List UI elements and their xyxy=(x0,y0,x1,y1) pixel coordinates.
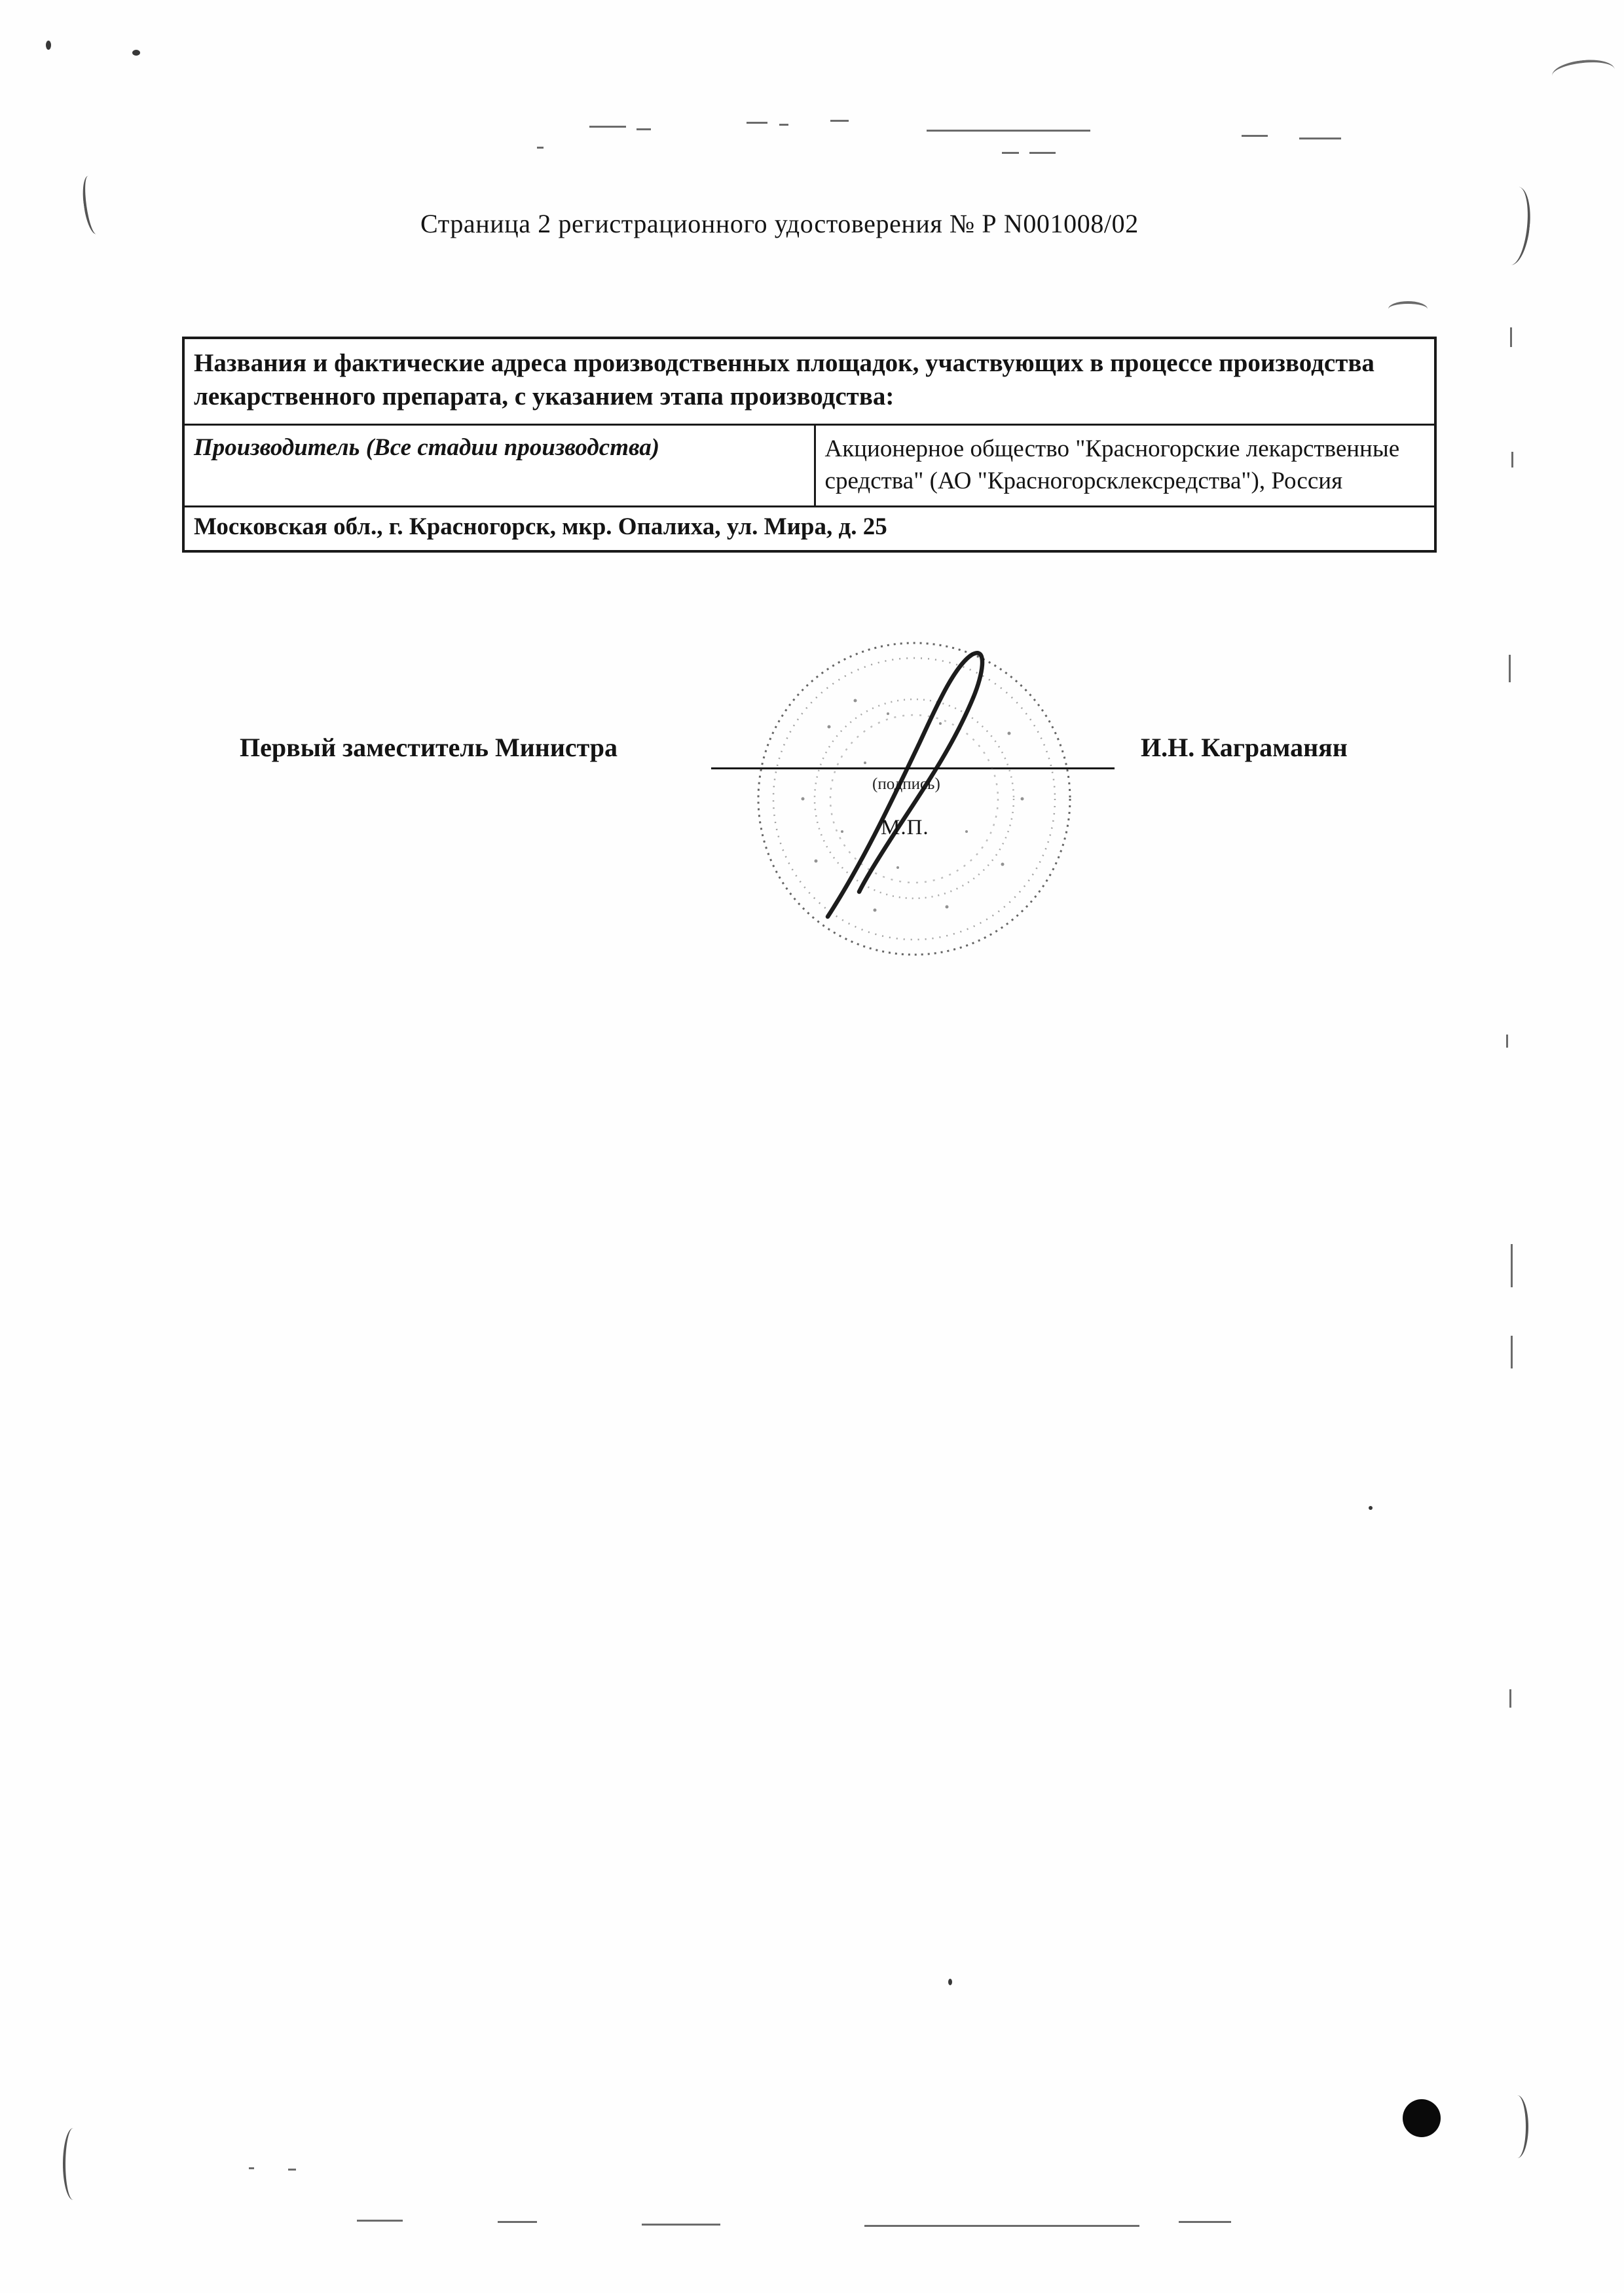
scan-artifact xyxy=(637,128,651,130)
manufacturer-address-cell: Московская обл., г. Красногорск, мкр. Опалиха, ул. Мира, д. 25 xyxy=(194,513,887,541)
scan-artifact xyxy=(357,2220,403,2222)
scan-artifact xyxy=(1496,185,1534,266)
production-sites-table xyxy=(182,337,1437,553)
scan-artifact xyxy=(249,2167,254,2169)
punch-hole-dot xyxy=(1403,2099,1441,2137)
signer-name: И.Н. Каграманян xyxy=(1141,733,1348,762)
scan-artifact xyxy=(747,122,767,124)
table-caption: Названия и фактические адреса производственных площадок, участвующих в процессе производства лекарственного препарата, с указанием этапа производства: xyxy=(185,339,1434,426)
page-header: Страница 2 регистрационного удостоверения № Р N001008/02 xyxy=(420,209,1139,238)
scan-artifact xyxy=(779,124,788,126)
scan-artifact xyxy=(63,2128,84,2200)
scan-artifact xyxy=(927,130,1090,132)
scan-artifact xyxy=(830,120,849,122)
scan-artifact xyxy=(1506,1035,1508,1048)
scan-artifact xyxy=(1509,655,1511,682)
scan-artifact xyxy=(1511,1336,1513,1368)
handwritten-signature xyxy=(828,653,982,917)
scan-artifact xyxy=(1511,1244,1513,1287)
scan-artifact xyxy=(498,2221,537,2223)
scan-artifact xyxy=(1029,152,1056,154)
scan-artifact xyxy=(80,175,105,236)
scan-artifact xyxy=(1510,327,1512,347)
scan-artifact xyxy=(132,50,140,56)
signature-caption: (подпись) xyxy=(872,775,940,793)
scan-artifact xyxy=(1506,2095,1528,2158)
scan-artifact xyxy=(1509,1689,1511,1708)
scan-artifact xyxy=(1179,2221,1231,2223)
scan-artifact xyxy=(1369,1506,1373,1510)
scan-artifact xyxy=(864,2225,1139,2227)
scan-artifact xyxy=(1242,135,1268,137)
manufacturer-label-cell: Производитель (Все стадии производства) xyxy=(185,426,816,505)
scan-artifact xyxy=(948,1979,952,1985)
scan-artifact xyxy=(537,147,544,149)
scan-artifact xyxy=(288,2169,296,2171)
scan-artifact xyxy=(1388,301,1428,317)
scan-artifact xyxy=(1002,152,1019,154)
scan-artifact xyxy=(589,126,626,128)
seal-place-caption: М.П. xyxy=(881,816,929,839)
scan-artifact xyxy=(1511,452,1513,468)
scan-artifact xyxy=(46,41,51,50)
table-row xyxy=(185,426,1434,507)
signer-title: Первый заместитель Министра xyxy=(240,733,618,762)
scan-artifact xyxy=(1299,138,1341,139)
manufacturer-value-cell: Акционерное общество "Красногорские лекарственные средства" (АО "Красногорсклексредства"), Россия xyxy=(824,435,1400,495)
scan-artifact xyxy=(642,2224,720,2226)
scan-artifact xyxy=(1551,57,1615,88)
round-stamp-seal xyxy=(750,635,1078,963)
